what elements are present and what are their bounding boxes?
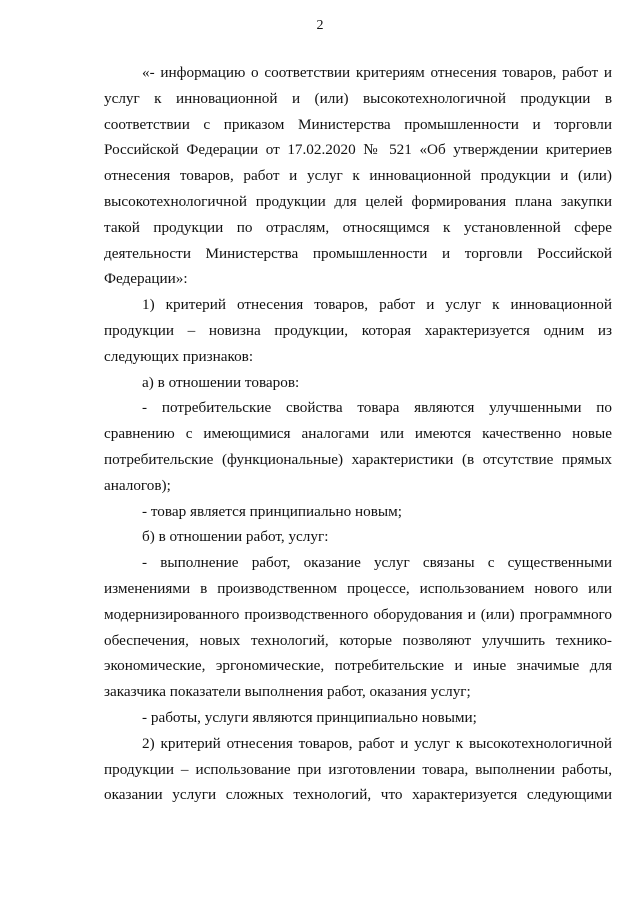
paragraph-works-item-2: - работы, услуги являются принципиально новыми; [142,708,477,726]
paragraph-criterion-1: 1) критерий отнесения товаров, работ и услуг к инновационной продукции – новизна продукции, которая характеризуется одним из следующих признаков: [104,296,612,365]
paragraph-works-item-1: - выполнение работ, оказание услуг связаны с существенными изменениями в производственном процессе, использованием нового или модернизированного производственного оборудования и (или) программного обеспечения, новых технологий, которые позволяют улучшить технико-экономические, эргономические, потребительские и иные значимые для заказчика показатели выполнения работ, оказания услуг; [104,554,612,701]
paragraph-goods-item-2: - товар является принципиально новым; [142,502,402,520]
paragraph-intro: «- информацию о соответствии критериям отнесения товаров, работ и услуг к инновационной и (или) высокотехнологичной продукции в соответствии с приказом Министерства промышленности и торговли Российской Федерации от 17.02.2020 № 521 «Об утверждении критериев отнесения товаров, работ и услуг к инновационной продукции и (или) высокотехнологичной продукции для целей формирования плана закупки такой продукции по отраслям, относящимся к установленной сфере деятельности Министерства промышленности и торговли Российской Федерации»: [104,64,612,288]
paragraph-criterion-2: 2) критерий отнесения товаров, работ и услуг к высокотехнологичной продукции – использование при изготовлении товара, выполнении работы, оказании услуги сложных технологий, что характеризуется следующими [104,734,612,804]
paragraph-goods-item-1: - потребительские свойства товара являются улучшенными по сравнению с имеющимися аналогами или имеются качественно новые потребительские (функциональные) характеристики (в отсутствие прямых аналогов); [104,399,612,494]
paragraph-works-heading: б) в отношении работ, услуг: [142,528,329,546]
document-body [104,60,612,808]
page-number: 2 [316,18,324,33]
paragraph-goods-heading: а) в отношении товаров: [142,373,300,391]
